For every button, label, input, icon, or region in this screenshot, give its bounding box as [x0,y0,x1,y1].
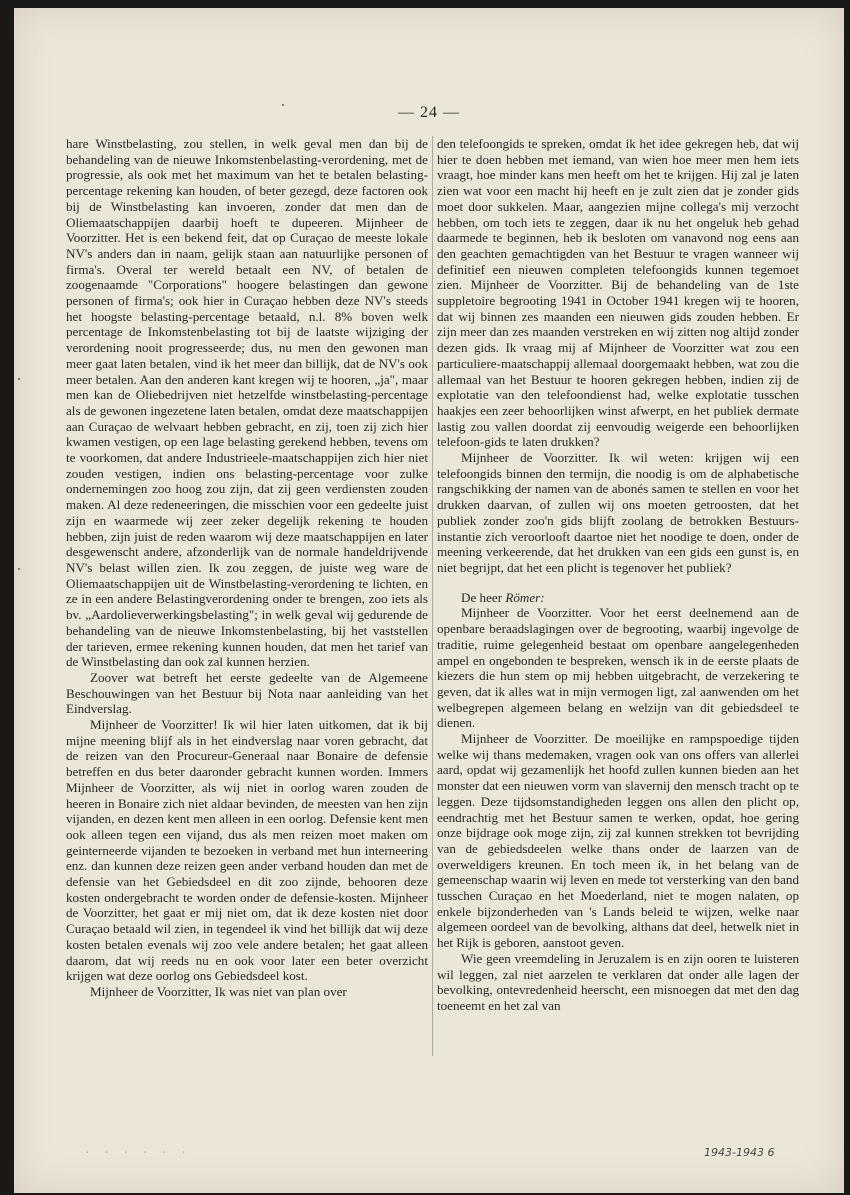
paragraph: Zoover wat betreft het eerste gedeelte van de Algemeene Beschouwingen van het Bestuur bij Nota naar aanleiding van het Eindverslag. [66,669,428,717]
paragraph: Mijnheer de Voorzitter. Ik wil weten: krijgen wij een telefoongids binnen den termijn, die noodig is om de alphabetische rangschikking der namen van de abonés samen te stellen en voor het drukken daarvan, of zullen wij ons moeten getroosten, dat het publiek zonder zoo'n gids blijft zoolang de betrokken Bestuurs-instantie zich veroorlooft daartoe niet het noodige te doen, onder de meening verkeerende, dat het drukken van een gids een gunst is, en niet begrijpt, dat het een plicht is tegenover het publiek? [437,450,799,575]
paragraph: Mijnheer de Voorzitter, Ik was niet van plan over [90,983,347,999]
speaker-heading [437,590,799,606]
speaker-name: Römer: [505,589,545,605]
left-column [66,136,428,1000]
paragraph: Mijnheer de Voorzitter. Voor het eerst deelnemend aan de openbare beraadslagingen over de begrooting, waarbij ingevolge de traditie, ruime gelegenheid bestaat om openbare aangelegenheden ampel en ongebonden te bespreken, wensch ik in de eerste plaats de kiezers die hun stem op mij hebben uitgebracht, de verzekering te geven, dat ik alles wat in mijn vermogen ligt, zal aanwenden om het welbegrepen algemeen belang en welzijn van dit gebiedsdeel te dienen. [437,605,799,731]
archive-stamp-left: · · · · · · [84,1146,190,1159]
speaker-prefix: De heer [461,589,506,605]
page-number: — 24 — [398,104,460,121]
paper-speck [18,568,20,570]
paragraph: Mijnheer de Voorzitter! Ik wil hier laten uitkomen, dat ik bij mijne meening blijf als in het eindverslag naar voren gebracht, dat de reizen van den Procureur-Generaal naar Bonaire de defensie betreffen en dus beter daaronder gebracht kunnen worden. Immers Mijnheer de Voorzitter, als wij niet in oorlog waren zouden de heeren in Bonaire zich niet aldaar bevinden, de meesten van hen zijn vijanden, en dezen kent men alleen in een oorlog. Defensie kent men ook alleen tegen een vijand, dus als men reizen moet maken om geinterneerde vijanden te bezoeken in verband met hun interneering enz. dan kunnen deze reizen geen ander verband houden dan met de defensie van het Gebiedsdeel en dit zoo zijnde, behooren deze kosten ondergebracht te worden onder de defensie-kosten. Mijnheer de Voorzitter, het gaat er mij niet om, dat ik deze kosten niet door Curaçao betaald wil zien, in tegendeel ik vind het billijk dat wij deze kosten betalen evenals wij zoo vele andere betalen; het gaat alleen daarom, dat wij reeds nu en ook voor later een beter overzicht krijgen wat deze oorlog ons Gebiedsdeel kost. [66,717,428,984]
column-divider [432,136,433,1056]
document-page [14,8,844,1193]
right-column [437,136,799,1014]
paper-speck [18,378,20,380]
paragraph: Wie geen vreemdeling in Jeruzalem is en zijn ooren te luisteren wil leggen, zal niet aarzelen te verklaren dat onder alle lagen der bevolking, ontevredenheid heerscht, een misnoegen dat met den dag toeneemt en het zal van [437,950,799,1013]
paragraph: hare Winstbelasting, zou stellen, in welk geval men dan bij de behandeling van de nieuwe Inkomstenbelasting-verordening, met de progressie, als ook met het maximum van het te betalen belasting-percentage rekening kan houden, of beter gezegd, deze factoren ook bij de Winstbelasting kan invoeren, zonder dat men dan de Oliemaatschappijen daarbij hoeft te dupeeren. Mijnheer de Voorzitter. Het is een bekend feit, dat op Curaçao de meeste lokale NV's anders dan in naam, gelijk staan aan natuurlijke personen of firma's. Overal ter wereld betaalt een NV, of betalen de zoogenaamde "Corporations" hoogere belastingen dan gewone personen of firma's; ook hier in Curaçao hebben deze NV's steeds het hoogste belasting-percentage betaald, n.l. 8% boven welk percentage de Inkomstenbelasting tot bij de laatste wijziging der verordening nooit progresseerde; dus, nu men den gewonen man meer gaat laten betalen, vind ik het meer dan billijk, dat de NV's ook meer betalen. Aan den anderen kant kregen wij te hooren, „ja", maar men kan de Oliebedrijven niet hetzelfde winstbelasting-percentage als de gewonen ingezetene laten betalen, omdat deze maatschappijen aan Curaçao de welvaart hebben gebracht, en zij, toen zij zich hier kwamen vestigen, op een lage belasting gerekend hebben, tevens om te voorkomen, dat andere Industrieele-maatschappijen zich hier niet zouden vestigen, indien ons belasting-percentage voor zulke ondernemingen zoo hoog zou zijn, dat zij geen verdiensten zouden maken. Al deze redeneeringen, die misschien voor een gedeelte juist zijn en waarmede wij zeer zeker degelijk rekening te houden hebben, zijn juist de reden waarom wij deze maatschappijen en later desgewenscht andere, afzonderlijk van de normale handeldrijvende NV's belast willen zien. Ik zou zeggen, de juiste weg ware de Oliemaatschappijen uit de Winstbelasting-verordening te lichten, en ze in een andere Belastingverordening onder te brengen, zoo iets als bv. „Aardolieverwerkingsbelasting"; in welk geval wij gedurende de behandeling van de nieuwe Inkomstenbelasting, bij het vaststellen der tarieven, ermee rekening kunnen houden, dat men het tarief van de Winstbelasting dan ook zal kunnen herzien. [66,136,428,670]
paragraph: den telefoongids te spreken, omdat ik het idee gekregen heb, dat wij hier te doen hebben met iemand, van wien hoe meer men hem iets vraagt, hoe minder kans men heeft om het te krijgen. Hij zal je laten zien wat voor een macht hij heeft en je zult zien dat je zonder gids moet door sukkelen. Maar, aangezien mijne collega's mij verzocht hebben, om toch iets te zeggen, daar ik nu het ongeluk heb gehad daarmede te beginnen, heb ik besloten om vanavond nog eens aan den geachten gemachtigden van het Bestuur te vragen wanneer wij definitief een nieuwen completen telefoongids kunnen tegemoet zien. Mijnheer de Voorzitter. Bij de behandeling van de 1ste suppletoire begrooting 1941 in October 1941 kregen wij te hooren, dat wij binnen zes maanden een nieuwen gids zouden hebben. Er zijn meer dan zes maanden verstreken en wij zitten nog altijd zonder dezen gids. Ik vraag mij af Mijnheer de Voorzitter wat zou een particuliere-maatschappij allemaal doorgemaakt hebben, wat zou die allemaal van het Bestuur te hooren gekregen hebben, indien zij de explotatie van den telefoondienst had, welke explotatie tusschen haakjes een zeer behoorlijken winst afwerpt, en het publiek dermate lastig zou vallen doordat zij eenvoudig weigerde een behoorlijken telefoon-gids te laten drukken? [437,136,799,450]
paragraph: Mijnheer de Voorzitter. De moeilijke en rampspoedige tijden welke wij thans medemaken, vragen ook van ons offers van allerlei aard, opdat wij gezamenlijk het hoofd zullen kunnen bieden aan het monster dat een nieuwen vorm van slavernij den mensch tracht op te leggen. Deze tijdsomstandigheden leggen ons allen den plicht op, eendrachtig met het Bestuur samen te werken, opdat, hoe gering onze bijdrage ook moge zijn, zij zal kunnen strekken tot bevrijding van de gebiedsdeelen welke thans onder de laarzen van de overweldigers kreunen. En toch meen ik, in het belang van de gemeenschap waarin wij leven en mede tot versterking van den band tusschen Curaçao en het Moederland, niet te mogen nalaten, op enkele bijzonderheden van 's Lands beleid te wijzen, welke naar algemeen oordeel van de bevolking, althans dat deel, hetwelk niet in het Rijk is geboren, aanstoot geven. [437,731,799,951]
archive-handwritten-mark: 1943-1943 6 [704,1146,775,1159]
